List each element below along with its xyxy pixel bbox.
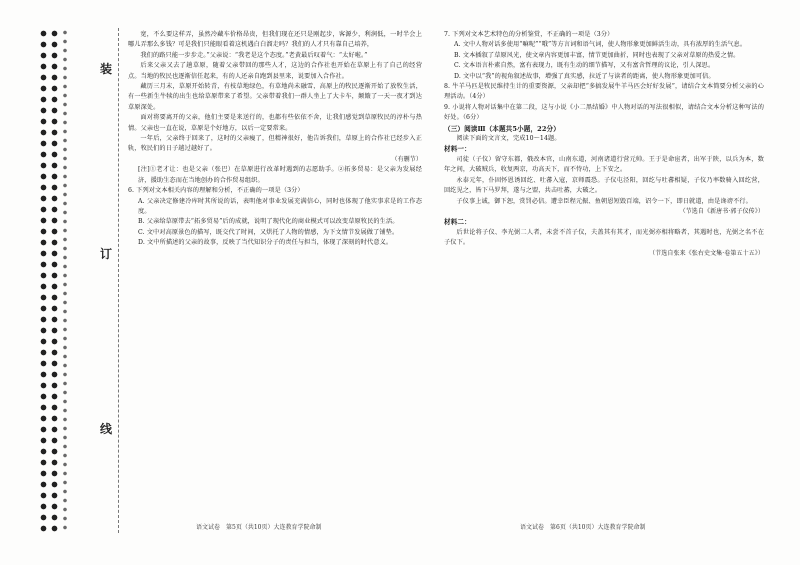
section-3-heading: （三）阅读Ⅲ（本题共5小题，22分）	[444, 124, 560, 133]
material-1-source: （节选自《新唐书·郭子仪传》）	[679, 207, 764, 215]
q6-option-a: A. 父亲决定修建冷库时其所说的话，表明他对事业发展充满信心，同时也体现了他实事求是的工作态度。	[138, 197, 422, 215]
left-column	[128, 30, 422, 480]
left-paragraph: 一年后，父亲终于回来了，这时的父亲瘦了，但精神很好，他告诉我们，草原上的合作社已经步入正轨，牧民们的日子越过越好了。	[128, 135, 422, 153]
material-1-label: 材料一：	[444, 145, 471, 154]
question-7: 7. 下列对文本艺术特色的分析鉴赏，不正确的一项是（3分）	[444, 31, 614, 38]
gutter-char-mid: 订	[100, 247, 113, 261]
material-1-text: 司徒（子仪）留守东都，俄改本官，山南东道，河南诸道行营元帅。王于是命宦者，出军于陕，以兵为本，数年之间，大破贼兵，收复两京，功高天下，而不恃功，上下安之。	[444, 155, 764, 174]
left-paragraph: 后来父亲又去了趟草原，随着父亲带回的那些人才，这边的合作社也开始在草原上有了自己的经营点。当地的牧民也逐渐信任起来，有的人还亲自跑到县里来，说要加入合作社。	[128, 62, 422, 80]
left-source: （有删节）	[391, 155, 422, 163]
gutter-char-top: 装	[100, 62, 113, 76]
q6-option-c: C. 文中对高原景色的描写，既交代了时间，又烘托了人物的情感，为下文情节发展做了铺垫。	[138, 228, 399, 236]
q7-option-b: B. 文本插叙了草原风光，使文章内容更加丰富，情节更加曲折，同时也表现了父亲对草原的热爱之情。	[454, 51, 740, 59]
material-2-text: 后世论将子仪、李光弼二人者，未尝不首子仪，夫盖其有其才，而光弼亦相将略者，其遇时也，光弼之名不在子仪下。	[444, 228, 764, 247]
left-footer: 语文试卷 第5页（共10页）大连教育学院命制	[196, 524, 322, 531]
q7-option-a: A. 文中人物对话多使用“嘛呢”“哦”等方言词和语气词，使人物形象更加鲜活生动，具有浓厚的生活气息。	[454, 41, 747, 49]
material-2-source: （节选自张来《张右史文集·卷第五十五》）	[649, 249, 764, 257]
q7-option-c: C. 文本语言朴素自然，富有表现力，既有生动的细节描写，又有富含哲理的议论，引人深思。	[454, 62, 715, 70]
question-6: 6. 下列对文本相关内容的理解和分析，不正确的一项是（3分）	[128, 187, 304, 195]
left-paragraph: 藏历三月末，草原开始转青，有枝草地绿色，有草地尚未融雪，高原上的牧民逐渐开始了放牧生活，有一些新生牛犊的出生也给草原带来了希望。父亲带着我们一群人坐上了大卡车，颠簸了一天一夜才到达草原深处。	[128, 83, 422, 111]
question-8: 8. 牛羊马匹是牧民维持生计的重要资源，父亲却把“多搞发展牛羊马匹会好好发展”，请结合文本简要分析父亲的心理活动。（4分）	[444, 83, 764, 101]
binding-pattern	[38, 28, 60, 533]
section-3-instruction: 阅读下面的文言文，完成10～14题。	[456, 135, 561, 143]
q6-option-b: B. 父亲给草原带去“拓多贸易”后的成就，说明了现代化的商业模式可以改变草原牧民的生活。	[138, 218, 399, 226]
left-note: [注]①老才让：也是父亲（张巴）在草原进行改革时遇到的志愿助手。②拓多贸易：是父亲为发展经济，援助生态而在当地创办的合作贸易组织。	[138, 166, 422, 184]
q6-option-d: D. 文中所描述的父亲的故事，反映了当代知识分子的责任与担当，体现了深刻的时代意义。	[138, 239, 393, 247]
gutter-char-bottom: 线	[100, 422, 113, 436]
left-paragraph: 面对将要离开的父亲，他们主要是来送行的，也都有些依依不舍，让我们感觉到草原牧民的淳朴与热情。父亲也一直在说，草原是个好地方，以后一定要常来。	[128, 114, 422, 132]
right-footer: 语文试卷 第6页（共10页）大连教育学院命制	[520, 524, 646, 531]
left-paragraph: 我们的路只能一步步走。”父亲说：“我老是这个态度。”老黄最后叹着气：“太好啦。”	[140, 51, 368, 59]
right-column	[444, 30, 764, 480]
material-1-text: 永泰元年，仆固怀恩诱回纥、吐蕃入寇，京师震恐。子仪屯泾阳，回纥与吐蕃相疑，子仪乃率数骑入回纥营，回纥见之，皆下马罗拜，遂与之盟，共击吐蕃，大破之。	[444, 176, 764, 195]
binding-pattern-inner	[60, 28, 70, 533]
question-9: 9. 小说将人物对话集中在第二段，这与小说《小二黑结婚》中人物对话的写法很相似，请结合文本分析这种写法的好处。（6分）	[444, 103, 764, 122]
binding-line	[118, 28, 119, 533]
q7-option-d: D. 文中以“我”的视角叙述故事，增强了真实感，拉近了与读者的距离，使人物形象更加可信。	[454, 72, 715, 80]
left-paragraph: 宽，不么要这样弄，虽然冷藏车价格昂贵，但我们现在还只是刚起步，客源少，利润低，一时半会上哪儿弄那么多钱？可是我们只能眼看着这机遇白白溜走吗？我们的人才只有靠自己培养，	[128, 31, 422, 49]
material-1-text: 子仪事上诚，御下恕，赏罚必信。遭幸臣程元振、鱼朝恩短毁百端，诏令一下，即日就道，由是谗谤不行。	[456, 197, 752, 205]
material-2-label: 材料二：	[444, 218, 471, 227]
